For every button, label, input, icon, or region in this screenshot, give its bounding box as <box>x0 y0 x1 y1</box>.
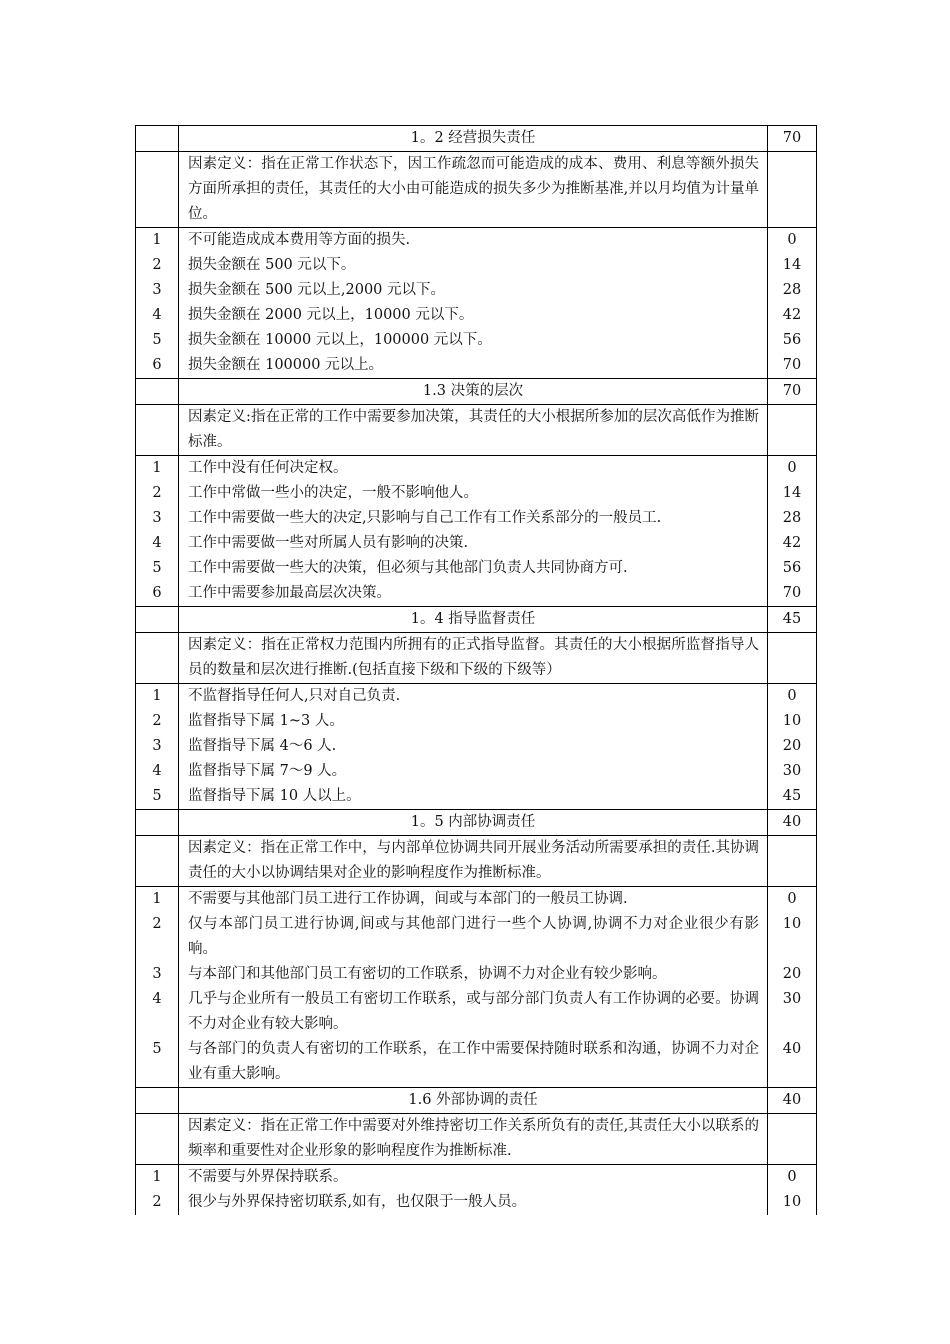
level-text: 与本部门和其他部门员工有密切的工作联系，协调不力对企业有较少影响。 <box>188 966 667 982</box>
level-score: 0 <box>787 688 797 704</box>
level-text: 工作中需要做一些大的决策，但必须与其他部门负责人共同协商方可. <box>188 560 628 576</box>
empty-cell <box>768 1114 817 1165</box>
level-number: 2 <box>152 1194 162 1210</box>
level-scores <box>768 684 817 810</box>
empty-cell <box>768 405 817 456</box>
level-text: 仅与本部门员工进行协调,间或与其他部门进行一些个人协调,协调不力对企业很少有影响。 <box>188 916 759 957</box>
section-title-row <box>136 379 817 405</box>
level-numbers <box>136 456 179 607</box>
level-score: 20 <box>782 966 802 982</box>
definition-row <box>136 1114 817 1165</box>
level-text: 损失金额在 500 元以上,2000 元以下。 <box>188 282 446 298</box>
definition-row <box>136 836 817 887</box>
level-number-spacer <box>136 1012 178 1037</box>
level-number: 3 <box>152 738 162 754</box>
factor-definition: 因素定义:指在正常的工作中需要参加决策，其责任的大小根据所参加的层次高低作为推断标准。 <box>179 405 768 456</box>
factor-definition: 因素定义：指在正常工作状态下，因工作疏忽而可能造成的成本、费用、利息等额外损失方面所承担的责任，其责任的大小由可能造成的损失多少为推断基准,并以月均值为计量单位。 <box>179 152 768 228</box>
section-title: 1。4 指导监督责任 <box>179 607 768 633</box>
section-title-row <box>136 607 817 633</box>
level-text: 工作中需要做一些大的决定,只影响与自己工作有工作关系部分的一般员工. <box>188 510 662 526</box>
level-score: 30 <box>782 991 802 1007</box>
section-title-row <box>136 810 817 836</box>
level-score: 70 <box>782 357 802 373</box>
empty-cell <box>136 126 179 152</box>
level-text: 工作中没有任何决定权。 <box>188 460 348 476</box>
level-score: 10 <box>782 916 802 932</box>
level-score: 42 <box>782 307 802 323</box>
level-numbers <box>136 1165 179 1216</box>
level-scores <box>768 1165 817 1216</box>
section-max-score: 70 <box>768 126 817 152</box>
levels-row <box>136 456 817 607</box>
level-descriptions <box>179 1165 768 1216</box>
factor-definition: 因素定义：指在正常工作中需要对外维持密切工作关系所负有的责任,其责任大小以联系的频率和重要性对企业形象的影响程度作为推断标准. <box>179 1114 768 1165</box>
level-number: 5 <box>152 560 162 576</box>
level-text: 很少与外界保持密切联系,如有，也仅限于一般人员。 <box>188 1194 527 1210</box>
level-text: 工作中需要参加最高层次决策。 <box>188 585 391 601</box>
level-score: 0 <box>787 1169 797 1185</box>
level-number: 6 <box>152 357 162 373</box>
level-text: 与各部门的负责人有密切的工作联系，在工作中需要保持随时联系和沟通，协调不力对企业有重大影响。 <box>188 1041 759 1082</box>
level-text: 不监督指导任何人,只对自己负责. <box>188 688 401 704</box>
level-score: 56 <box>782 332 802 348</box>
level-number: 6 <box>152 585 162 601</box>
level-number: 4 <box>152 535 162 551</box>
empty-cell <box>136 379 179 405</box>
level-numbers <box>136 684 179 810</box>
level-text: 几乎与企业所有一般员工有密切工作联系，或与部分部门负责人有工作协调的必要。协调不力对企业有较大影响。 <box>188 991 759 1032</box>
level-scores <box>768 456 817 607</box>
level-numbers <box>136 887 179 1088</box>
level-descriptions <box>179 456 768 607</box>
empty-cell <box>768 836 817 887</box>
empty-cell <box>136 810 179 836</box>
level-score: 0 <box>787 891 797 907</box>
level-score: 42 <box>782 535 802 551</box>
level-number: 1 <box>152 688 162 704</box>
level-number: 1 <box>152 232 162 248</box>
level-text: 损失金额在 2000 元以上，10000 元以下。 <box>188 307 474 323</box>
level-score: 20 <box>782 738 802 754</box>
section-title: 1。5 内部协调责任 <box>179 810 768 836</box>
empty-cell <box>136 405 179 456</box>
empty-cell <box>136 152 179 228</box>
level-text: 损失金额在 500 元以下。 <box>188 257 356 273</box>
section-max-score: 40 <box>768 1088 817 1114</box>
level-score: 45 <box>782 788 802 804</box>
level-score: 30 <box>782 763 802 779</box>
level-number: 1 <box>152 1169 162 1185</box>
level-text: 工作中需要做一些对所属人员有影响的决策. <box>188 535 469 551</box>
level-descriptions <box>179 684 768 810</box>
level-score: 0 <box>787 232 797 248</box>
level-score: 10 <box>782 713 802 729</box>
empty-cell <box>136 836 179 887</box>
level-text: 不需要与其他部门员工进行工作协调，间或与本部门的一般员工协调. <box>188 891 628 907</box>
level-number: 1 <box>152 460 162 476</box>
level-numbers <box>136 228 179 379</box>
level-text: 不可能造成成本费用等方面的损失. <box>188 232 411 248</box>
section-title: 1。2 经营损失责任 <box>179 126 768 152</box>
level-number: 2 <box>152 713 162 729</box>
level-text: 监督指导下属 1~3 人。 <box>188 713 344 729</box>
level-descriptions <box>179 887 768 1088</box>
level-number: 2 <box>152 485 162 501</box>
level-score: 56 <box>782 560 802 576</box>
level-text: 监督指导下属 10 人以上。 <box>188 788 361 804</box>
empty-cell <box>136 1088 179 1114</box>
evaluation-table <box>135 125 817 1215</box>
levels-row <box>136 1165 817 1216</box>
level-text: 工作中常做一些小的决定，一般不影响他人。 <box>188 485 478 501</box>
empty-cell <box>136 633 179 684</box>
level-text: 损失金额在 10000 元以上，100000 元以下。 <box>188 332 492 348</box>
level-score: 70 <box>782 585 802 601</box>
level-text: 监督指导下属 4～6 人. <box>188 738 337 754</box>
level-number: 4 <box>152 991 162 1007</box>
level-number: 3 <box>152 510 162 526</box>
level-score: 14 <box>782 257 802 273</box>
level-score: 40 <box>782 1041 802 1057</box>
section-title-row <box>136 1088 817 1114</box>
section-title-row <box>136 126 817 152</box>
levels-row <box>136 684 817 810</box>
level-score-spacer <box>768 937 816 962</box>
level-number-spacer <box>136 937 178 962</box>
level-score-spacer <box>768 1012 816 1037</box>
level-text: 损失金额在 100000 元以上。 <box>188 357 384 373</box>
level-number: 4 <box>152 763 162 779</box>
level-number: 1 <box>152 891 162 907</box>
level-scores <box>768 887 817 1088</box>
factor-definition: 因素定义：指在正常权力范围内所拥有的正式指导监督。其责任的大小根据所监督指导人员的数量和层次进行推断.(包括直接下级和下级的下级等） <box>179 633 768 684</box>
level-number: 3 <box>152 282 162 298</box>
section-max-score: 70 <box>768 379 817 405</box>
level-number: 3 <box>152 966 162 982</box>
section-max-score: 40 <box>768 810 817 836</box>
level-text: 监督指导下属 7～9 人。 <box>188 763 347 779</box>
empty-cell <box>136 1114 179 1165</box>
level-number: 5 <box>152 788 162 804</box>
level-number: 5 <box>152 332 162 348</box>
factor-definition: 因素定义：指在正常工作中，与内部单位协调共同开展业务活动所需要承担的责任.其协调责任的大小以协调结果对企业的影响程度作为推断标准。 <box>179 836 768 887</box>
level-text: 不需要与外界保持联系。 <box>188 1169 348 1185</box>
section-max-score: 45 <box>768 607 817 633</box>
definition-row <box>136 405 817 456</box>
level-descriptions <box>179 228 768 379</box>
empty-cell <box>136 607 179 633</box>
level-score: 14 <box>782 485 802 501</box>
level-score: 28 <box>782 282 802 298</box>
levels-row <box>136 887 817 1088</box>
level-scores <box>768 228 817 379</box>
level-number: 5 <box>152 1041 162 1057</box>
level-number: 4 <box>152 307 162 323</box>
level-score: 0 <box>787 460 797 476</box>
empty-cell <box>768 152 817 228</box>
section-title: 1.6 外部协调的责任 <box>179 1088 768 1114</box>
level-number: 2 <box>152 257 162 273</box>
level-score: 28 <box>782 510 802 526</box>
definition-row <box>136 152 817 228</box>
levels-row <box>136 228 817 379</box>
definition-row <box>136 633 817 684</box>
level-score: 10 <box>782 1194 802 1210</box>
section-title: 1.3 决策的层次 <box>179 379 768 405</box>
level-number: 2 <box>152 916 162 932</box>
empty-cell <box>768 633 817 684</box>
